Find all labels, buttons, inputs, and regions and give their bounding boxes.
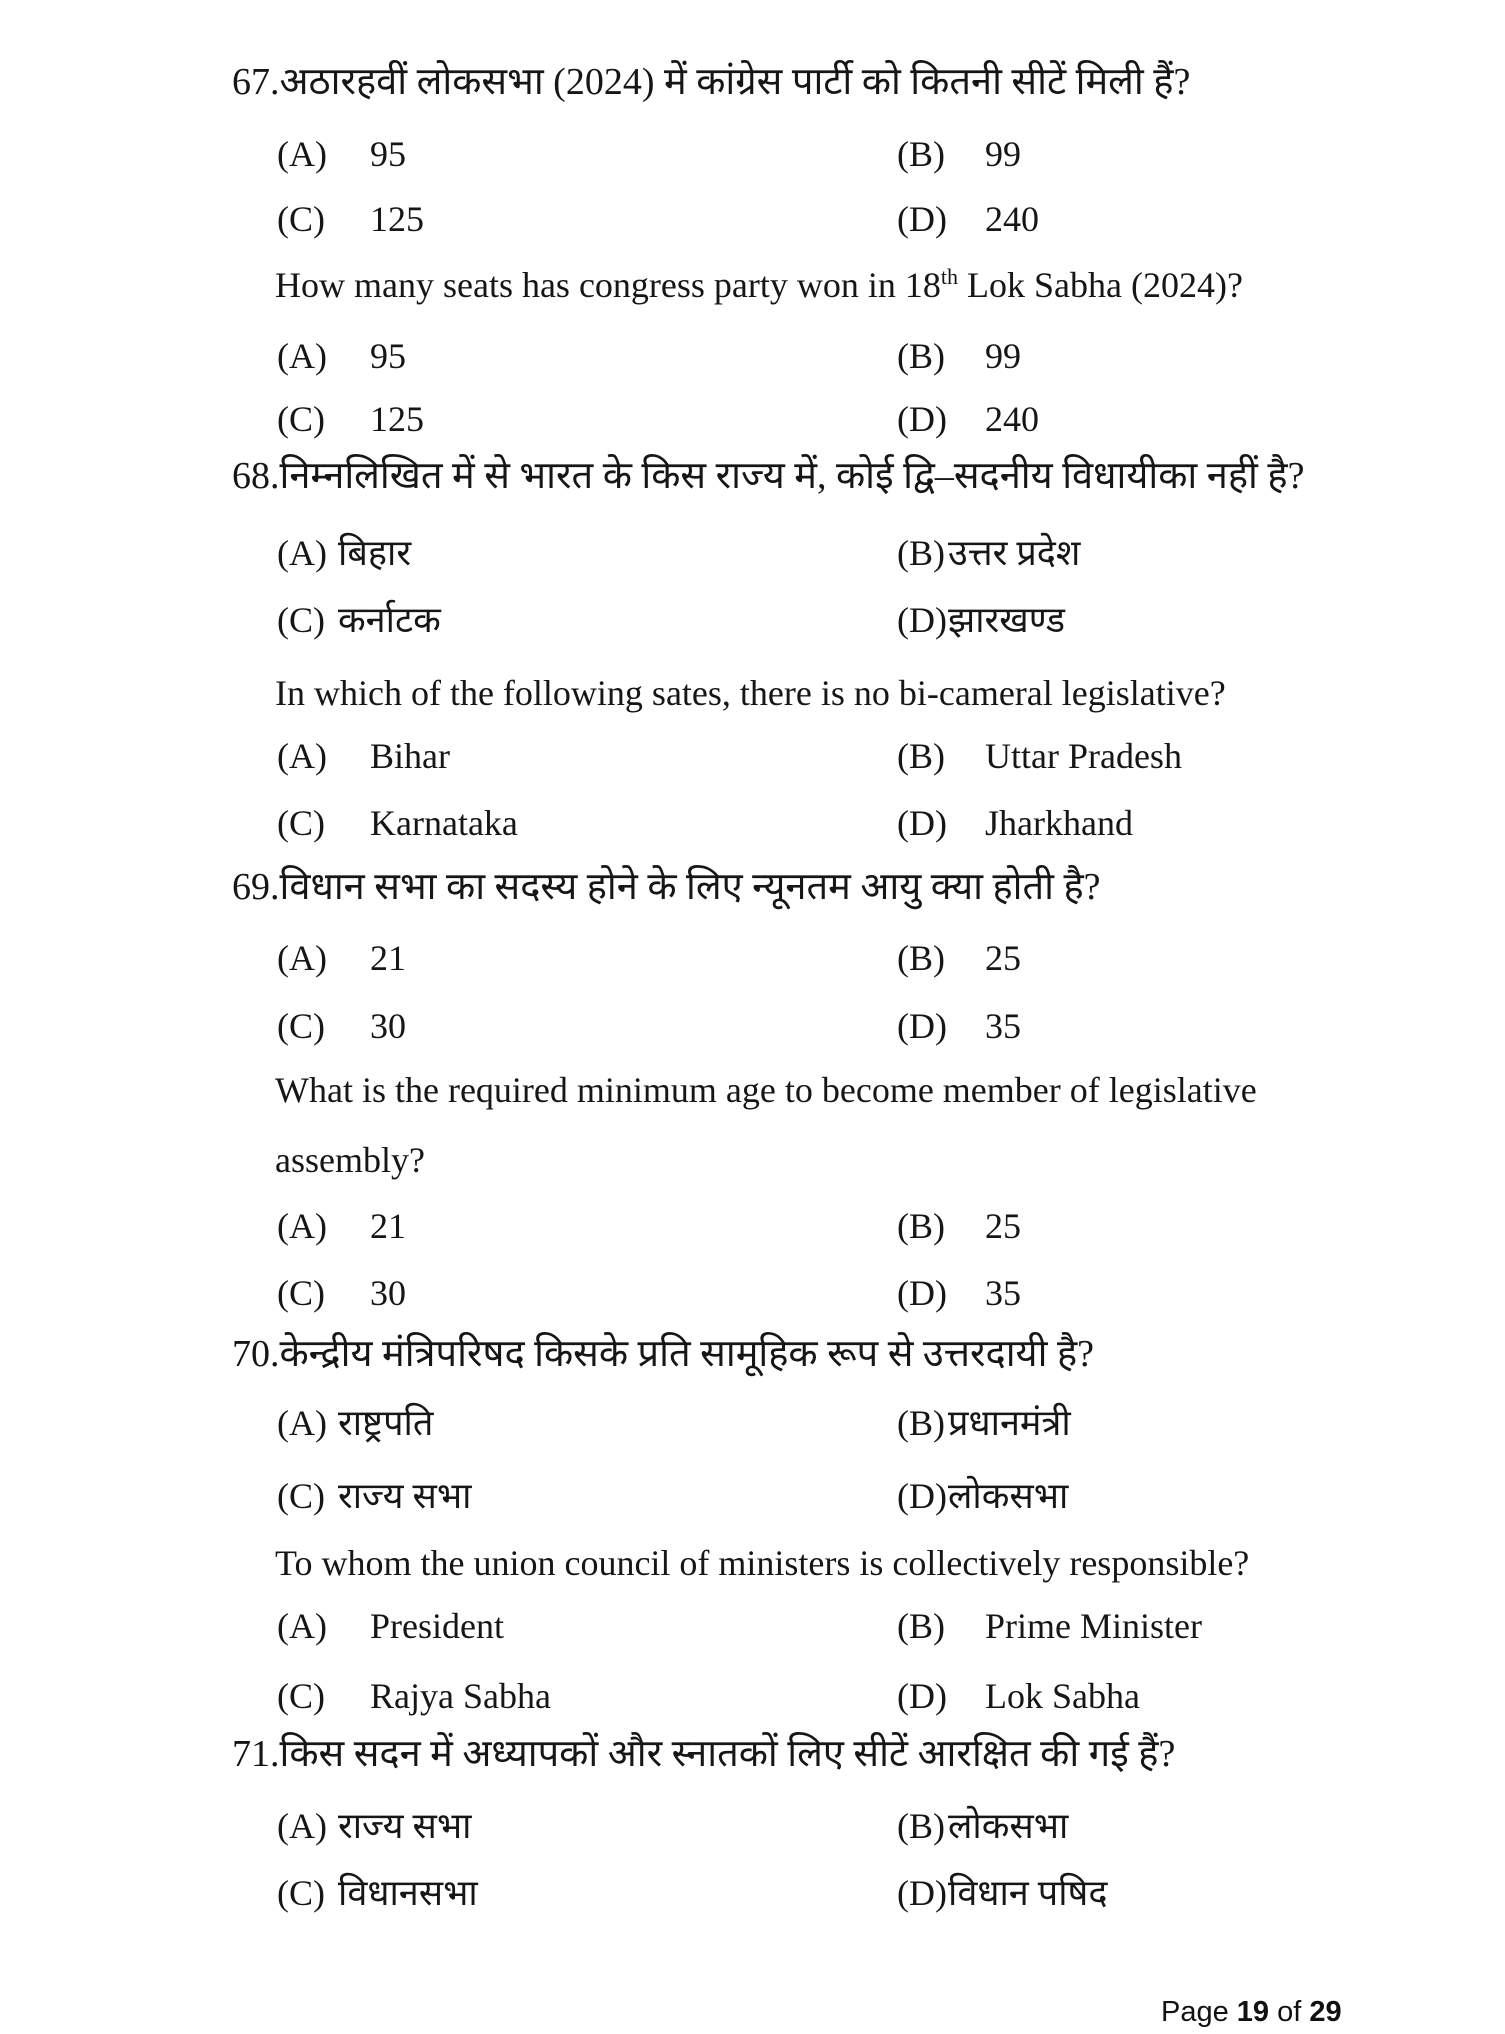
- q67-eng-option-b-label: (B): [897, 336, 945, 376]
- q69-eng-option-d-value: 35: [985, 1273, 1021, 1313]
- q69-eng-option-c-label: (C): [277, 1273, 325, 1313]
- q67-english-post: Lok Sabha (2024)?: [958, 265, 1243, 305]
- q68-eng-option-c-label: (C): [277, 803, 325, 843]
- q71-option-b-value: लोकसभा: [948, 1806, 1069, 1846]
- q68-hindi-options-row-cd: [0, 599, 1505, 653]
- q67-option-b-label: (B): [897, 134, 945, 174]
- q69-eng-option-a-label: (A): [277, 1206, 327, 1246]
- q67-english-options-row-cd: [0, 398, 1505, 452]
- footer-of-word: of: [1277, 1996, 1302, 2028]
- q69-hindi-options-row-ab: [0, 937, 1505, 991]
- page-footer: [1161, 1996, 1342, 2029]
- q69-eng-option-b-label: (B): [897, 1206, 945, 1246]
- q70-option-d-label: (D): [897, 1476, 947, 1516]
- q69-option-d-label: (D): [897, 1006, 947, 1046]
- q68-option-c-label: (C): [277, 600, 325, 640]
- q71-option-c-value: विधानसभा: [338, 1873, 478, 1913]
- q71-option-a-label: (A): [277, 1806, 327, 1846]
- q71-hindi-options-row-cd: [0, 1872, 1505, 1926]
- q68-english-text: In which of the following sates, there is no bi-cameral legislative?: [275, 673, 1226, 713]
- q68-eng-option-d-value: Jharkhand: [985, 803, 1133, 843]
- q68-eng-option-b-value: Uttar Pradesh: [985, 736, 1182, 776]
- q71-option-b-label: (B): [897, 1806, 945, 1846]
- q68-option-b-label: (B): [897, 533, 945, 573]
- q70-hindi-text: 70.केन्द्रीय मंत्रिपरिषद किसके प्रति सामूहिक रूप से उत्तरदायी है?: [232, 1333, 1094, 1375]
- q70-option-b-label: (B): [897, 1403, 945, 1443]
- q67-english-text: [275, 264, 1243, 307]
- q71-option-d-value: विधान पषिद: [948, 1873, 1108, 1913]
- q67-eng-option-c-value: 125: [370, 399, 424, 439]
- q70-option-c-label: (C): [277, 1476, 325, 1516]
- q69-option-b-value: 25: [985, 938, 1021, 978]
- q68-option-d-label: (D): [897, 600, 947, 640]
- q69-english-options-row-ab: [0, 1205, 1505, 1259]
- q68-option-c-value: कर्नाटक: [338, 600, 441, 640]
- q67-option-c-label: (C): [277, 199, 325, 239]
- q70-eng-option-a-label: (A): [277, 1606, 327, 1646]
- q68-hindi-text: 68.निम्नलिखित में से भारत के किस राज्य में, कोई द्वि–सदनीय विधायीका नहीं है?: [232, 455, 1305, 497]
- q69-english-options-row-cd: [0, 1272, 1505, 1326]
- footer-page-number: 19: [1236, 1996, 1270, 2028]
- q67-eng-option-a-value: 95: [370, 336, 406, 376]
- q69-eng-option-d-label: (D): [897, 1273, 947, 1313]
- footer-page-word: Page: [1161, 1996, 1229, 2028]
- q69-english-line1: What is the required minimum age to become member of legislative: [275, 1070, 1257, 1110]
- q70-option-a-label: (A): [277, 1403, 327, 1443]
- q67-hindi-text: 67.अठारहवीं लोकसभा (2024) में कांग्रेस पार्टी को कितनी सीटें मिली हैं?: [232, 61, 1191, 103]
- q70-option-d-value: लोकसभा: [948, 1476, 1069, 1516]
- q67-option-a-label: (A): [277, 134, 327, 174]
- footer-total-pages: 29: [1309, 1996, 1342, 2028]
- superscript-th: th: [940, 264, 959, 289]
- q69-eng-option-a-value: 21: [370, 1206, 406, 1246]
- q70-eng-option-a-value: President: [370, 1606, 504, 1646]
- q67-option-c-value: 125: [370, 199, 424, 239]
- q69-hindi-options-row-cd: [0, 1005, 1505, 1059]
- q68-english-options-row-cd: [0, 802, 1505, 856]
- q67-option-a-value: 95: [370, 134, 406, 174]
- q67-eng-option-a-label: (A): [277, 336, 327, 376]
- q70-hindi-options-row-ab: [0, 1402, 1505, 1456]
- q70-english-options-row-ab: [0, 1605, 1505, 1659]
- q70-eng-option-d-label: (D): [897, 1676, 947, 1716]
- q67-option-d-label: (D): [897, 199, 947, 239]
- q70-eng-option-d-value: Lok Sabha: [985, 1676, 1140, 1716]
- q68-eng-option-d-label: (D): [897, 803, 947, 843]
- q68-hindi-options-row-ab: [0, 532, 1505, 586]
- q67-eng-option-d-value: 240: [985, 399, 1039, 439]
- q68-option-d-value: झारखण्ड: [948, 600, 1066, 640]
- q69-option-c-label: (C): [277, 1006, 325, 1046]
- q67-option-b-value: 99: [985, 134, 1021, 174]
- q71-option-d-label: (D): [897, 1873, 947, 1913]
- q70-option-a-value: राष्ट्रपति: [338, 1403, 434, 1443]
- q69-option-a-label: (A): [277, 938, 327, 978]
- q69-hindi-text: 69.विधान सभा का सदस्य होने के लिए न्यूनतम आयु क्या होती है?: [232, 866, 1101, 908]
- q67-eng-option-c-label: (C): [277, 399, 325, 439]
- q70-eng-option-b-value: Prime Minister: [985, 1606, 1202, 1646]
- q67-english-options-row-ab: [0, 335, 1505, 389]
- q69-english-line2: assembly?: [275, 1140, 425, 1180]
- q69-option-a-value: 21: [370, 938, 406, 978]
- q70-eng-option-c-value: Rajya Sabha: [370, 1676, 551, 1716]
- q68-option-b-value: उत्तर प्रदेश: [948, 533, 1081, 573]
- q67-eng-option-b-value: 99: [985, 336, 1021, 376]
- q69-eng-option-b-value: 25: [985, 1206, 1021, 1246]
- q67-eng-option-d-label: (D): [897, 399, 947, 439]
- q70-english-text: To whom the union council of ministers is collectively responsible?: [275, 1543, 1250, 1583]
- q70-option-b-value: प्रधानमंत्री: [948, 1403, 1071, 1443]
- q71-option-c-label: (C): [277, 1873, 325, 1913]
- q68-english-options-row-ab: [0, 735, 1505, 789]
- q70-eng-option-c-label: (C): [277, 1676, 325, 1716]
- q68-eng-option-b-label: (B): [897, 736, 945, 776]
- q71-option-a-value: राज्य सभा: [338, 1806, 472, 1846]
- q69-option-c-value: 30: [370, 1006, 406, 1046]
- q67-option-d-value: 240: [985, 199, 1039, 239]
- q68-option-a-value: बिहार: [338, 533, 412, 573]
- q70-hindi-options-row-cd: [0, 1475, 1505, 1529]
- q70-english-options-row-cd: [0, 1675, 1505, 1729]
- q69-option-b-label: (B): [897, 938, 945, 978]
- q70-option-c-value: राज्य सभा: [338, 1476, 472, 1516]
- q69-option-d-value: 35: [985, 1006, 1021, 1046]
- q68-eng-option-c-value: Karnataka: [370, 803, 518, 843]
- q68-eng-option-a-value: Bihar: [370, 736, 450, 776]
- q68-option-a-label: (A): [277, 533, 327, 573]
- q70-eng-option-b-label: (B): [897, 1606, 945, 1646]
- q71-hindi-options-row-ab: [0, 1805, 1505, 1859]
- q71-hindi-text: 71.किस सदन में अध्यापकों और स्नातकों लिए सीटें आरक्षित की गई हैं?: [232, 1733, 1176, 1775]
- q67-hindi-options-row-cd: [0, 198, 1505, 252]
- q67-hindi-options-row-ab: [0, 133, 1505, 187]
- q68-eng-option-a-label: (A): [277, 736, 327, 776]
- q67-english-pre: How many seats has congress party won in 18: [275, 265, 941, 305]
- q69-eng-option-c-value: 30: [370, 1273, 406, 1313]
